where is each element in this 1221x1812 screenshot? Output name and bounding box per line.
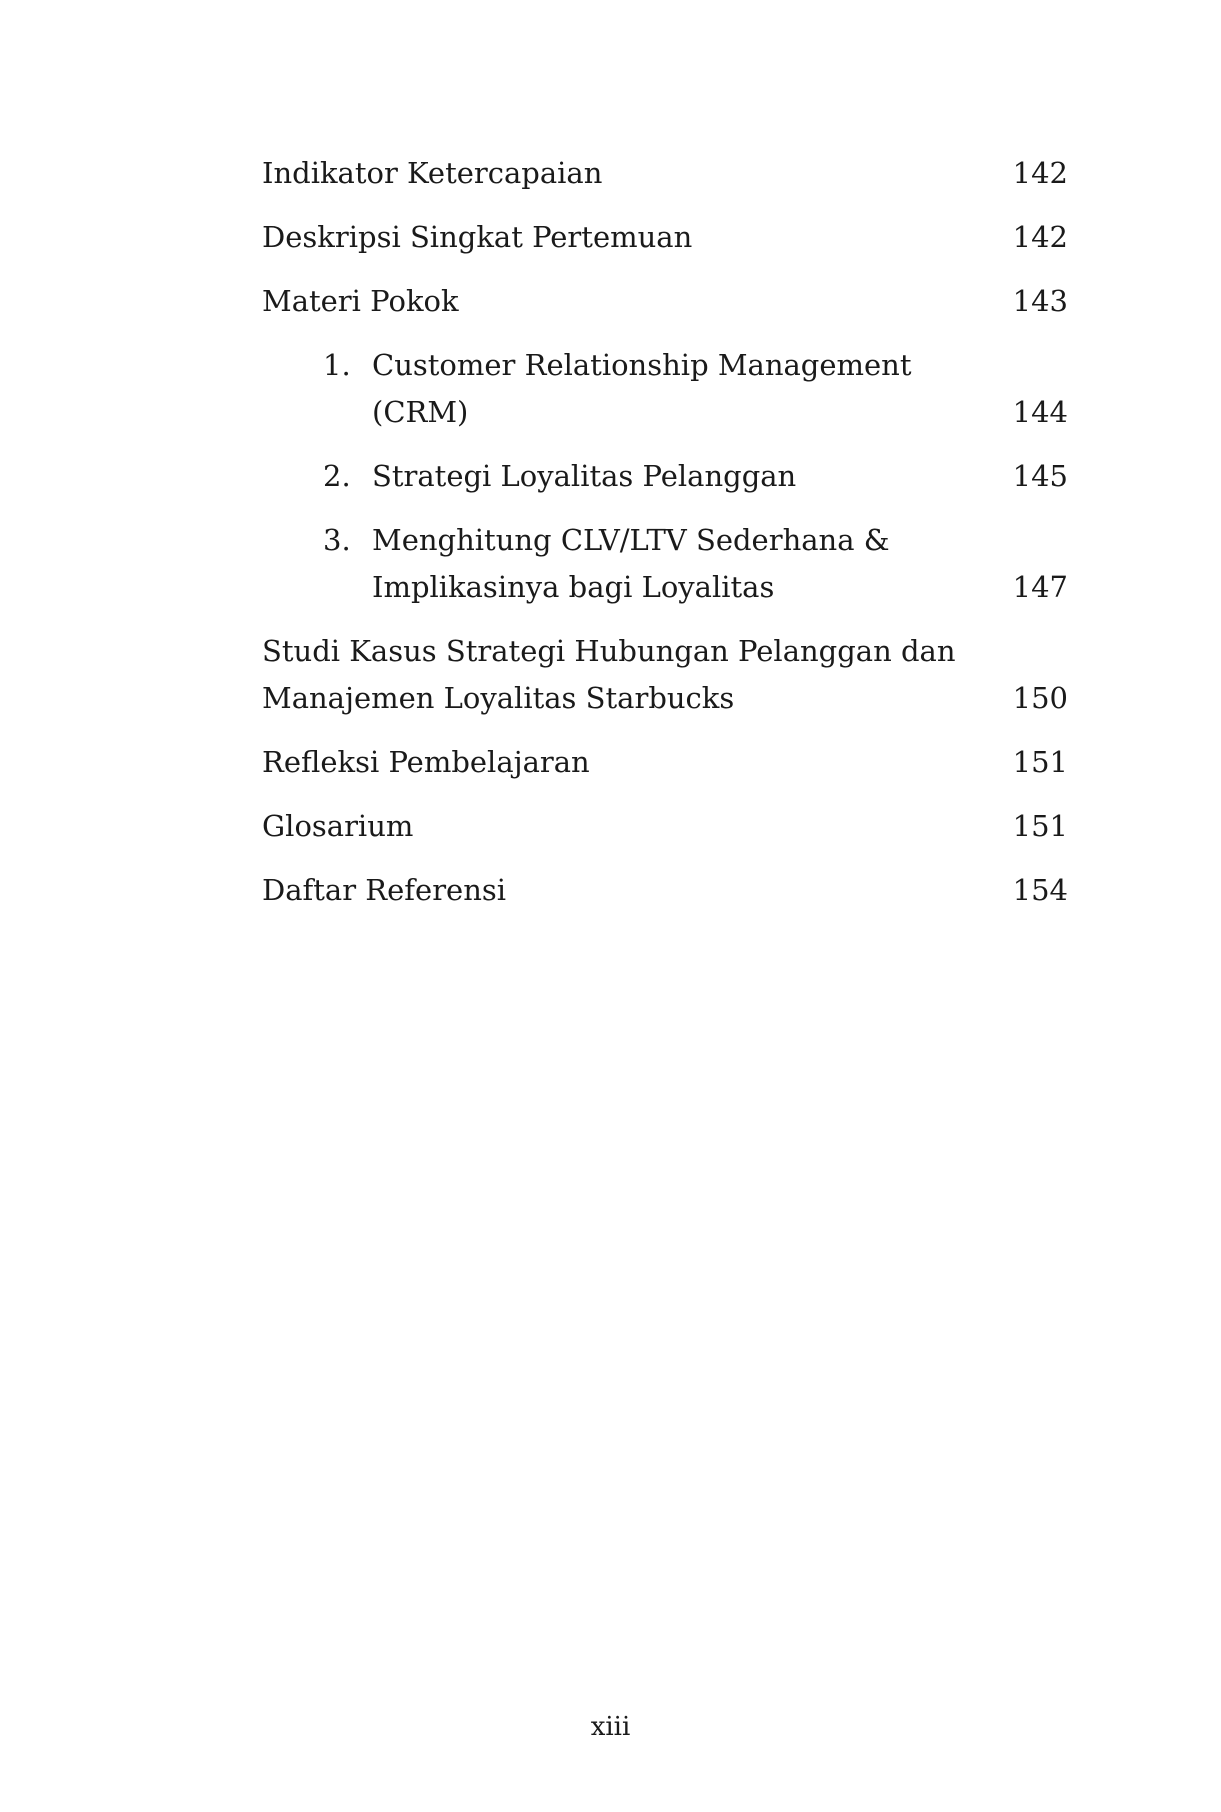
toc-entry-page: 145 [1012,459,1068,493]
toc-subentry-title-wrap [262,517,998,611]
toc-entry-refleksi-pembelajaran[interactable] [262,739,1068,786]
toc-subentry-number: 1. [323,348,351,382]
toc-entry-title: Deskripsi Singkat Pertemuan [262,220,693,254]
toc-entry-page: 143 [1012,284,1068,318]
toc-entry-title: Daftar Referensi [262,873,507,907]
toc-subentry-title-line1: Menghitung CLV/LTV Sederhana & [372,523,890,557]
toc-entry-page: 151 [1012,809,1068,843]
toc-subentry-number: 2. [323,459,351,493]
toc-subentry-title-wrap [262,453,998,500]
toc-entry-page: 151 [1012,745,1068,779]
toc-subentry-number: 3. [323,523,351,557]
toc-entry-page: 147 [1012,570,1068,604]
toc-entry-title: Materi Pokok [262,284,459,318]
toc-subentry-title: Strategi Loyalitas Pelanggan [372,459,797,493]
toc-entry-title [262,628,998,722]
toc-subentry-title-wrap [262,342,998,436]
toc-entry-studi-kasus[interactable] [262,628,1068,722]
toc-entry-page: 142 [1012,220,1068,254]
toc-entry-page: 150 [1012,681,1068,715]
toc-subentry-title [372,517,974,611]
toc-entry-materi-pokok[interactable] [262,278,1068,325]
toc-entry-title: Refleksi Pembelajaran [262,745,590,779]
toc-entry-glosarium[interactable] [262,803,1068,850]
toc-entry-title: Indikator Ketercapaian [262,156,603,190]
table-of-contents [262,150,1068,931]
toc-subentry-strategi-loyalitas[interactable] [262,453,1068,500]
toc-subentry-clv-ltv[interactable] [262,517,1068,611]
toc-subentry-title: Customer Relationship Management (CRM) [372,348,912,429]
toc-entry-page: 154 [1012,873,1068,907]
toc-entry-daftar-referensi[interactable] [262,867,1068,914]
toc-entry-deskripsi-singkat-pertemuan[interactable] [262,214,1068,261]
toc-entry-title-line2: Manajemen Loyalitas Starbucks [262,681,735,715]
toc-entry-page: 142 [1012,156,1068,190]
toc-subentry-crm[interactable] [262,342,1068,436]
toc-entry-title: Glosarium [262,809,414,843]
toc-subentry-title-line2: Implikasinya bagi Loyalitas [372,570,775,604]
toc-entry-title-line1: Studi Kasus Strategi Hubungan Pelanggan dan [262,634,956,668]
footer-page-number: xiii [590,1712,631,1742]
toc-entry-indikator-ketercapaian[interactable] [262,150,1068,197]
toc-entry-page: 144 [1012,395,1068,429]
